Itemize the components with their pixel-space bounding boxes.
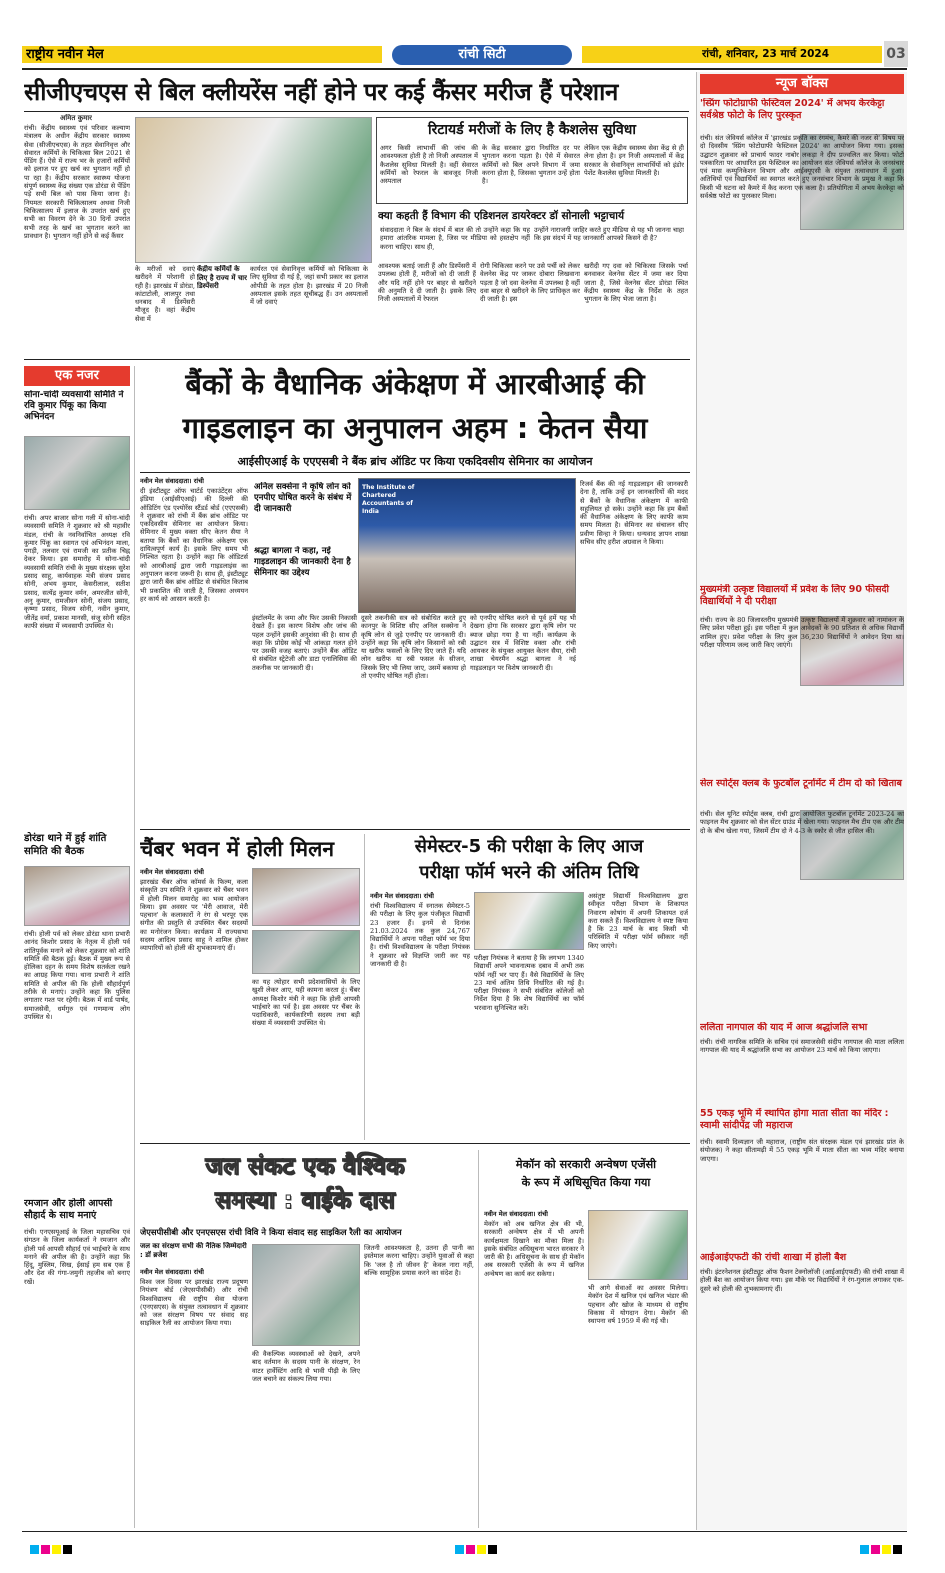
bank-col2: इंस्टॉलमेंट के जमा और फिर उसकी निकासी देखते हैं। इस कारण विशेष और जांच की पहल उन्होंने इसकी अनुशंसा की है। साथ ही कहा कि प्रोग्रेस कोई भी आंकड़ा गलत होने पर उसकी वजह बताएं। उन्होंने बैंक ऑडिट से संबंधित स्ट्रेटेजी और डाटा एनालिसिस की तकनीक पर जानकारी दी। [252,614,357,672]
bank-col3: दूसरे तकनीकी सत्र को संबोधित करते हुए कानपुर के विशिष्ट सीए अनिल सक्सेना ने कृषि लोन से जुड़े एनपीए पर जानकारी दी। उन्होंने कहा कि कृषि लोन किसानों को रबी या खरीफ फसलों के लिए दिए जाते हैं। यदि लोन खरीफ या रबी फसल के सीजन, जिसके लिए भी लिया जाए, उसमें बकाया हो तो एनपीए घोषित नहीं होता। [361,614,466,681]
paper-name: राष्ट्रीय नवीन मेल [26,47,104,62]
page-number: 03 [884,41,908,67]
cycle-rally-photo [252,1244,360,1346]
registration-marks-right [860,1545,902,1554]
iift-holi-text: रांची। इंटरनेशनल इंस्टीट्यूट ऑफ फैशन टेक्नोलॉजी (आईआईएफटी) की रांची शाखा में होली बैश का आयोजन किया गया। इस मौके पर विद्यार्थियों ने रंग-गुलाल लगाकर एक-दूसरे को होली की शुभकामनाएं दीं। [700,1268,904,1293]
cashless-col3: लेकिन एक केंद्रीय स्वास्थ्य सेवा केंद्र से ही लेना होता है। इन निजी अस्पतालों में केंद्र सरकार के सेवानिवृत्त लाभार्थियों को इंडोर पेशेंट कैशलेस सुविधा मिलती है। [584,144,684,177]
bank-bullet-1: अनिल सक्सेना ने कृषि लोन को एनपीए घोषित करने के संबंध में दी जानकारी [254,482,352,514]
mid-divider [364,834,365,1140]
sona-chandi-title: सोना-चांदी व्यवसायी समिति ने रवि कुमार पिंकू का किया अभिनंदन [24,390,124,422]
water-box-title: जल का संरक्षण सभी की नैतिक जिम्मेदारी : डॉ ब्रजेश [140,1242,247,1259]
cashless-col1: अगर किसी लाभार्थी की जांच की आवश्यकता होती है तो निजी अस्पताल में कैशलेस सुविधा मिलती है। वहीं सेवारत कर्मियों को रेफरल के बावजूद निजी अस्पताल [380,144,478,186]
doranda-photo [24,866,130,926]
mecon-text-1: मेकॉन को अब खनिज क्षेत्र की भी, सरकारी अन्वेषण क्षेत्र में भी अपनी कार्यक्षमता दिखाने का मौका मिला है। इसके संबंधित अधिसूचना भारत सरकार ने जारी की है। अधिसूचना के साथ ही मेकॉन अब सरकारी एजेंसी के रूप में खनिज अन्वेषण का कार्य कर सकेगा। [484,1220,584,1278]
water-mecon-divider [478,1150,479,1528]
water-text-1: विश्व जल दिवस पर झारखंड राज्य प्रदूषण नियंत्रण बोर्ड (जेएसपीसीबी) और रांची विश्वविद्यालय की राष्ट्रीय सेवा योजना (एनएसएस) के संयुक्त तत्वावधान में शुक्रवार को जल संरक्षण विषय पर संवाद सह साइकिल रैली का आयोजन किया गया। [140,1278,248,1328]
lead-bottom-rule [24,359,690,360]
water-text-3: जितनी आवश्यकता है, उतना ही पानी का इस्तेमाल करना चाहिए। उन्होंने युवाओं से कहा कि 'जल है तो जीवन है' केवल नारा नहीं, बल्कि सामूहिक प्रयास करने का संदेश है। [364,1244,474,1277]
holi-photo-1 [252,868,360,926]
sona-chandi-photo [24,436,130,510]
sona-chandi-text: रांची। अपर बाजार सोना गली में सोना-चांदी व्यवसायी समिति ने शुक्रवार को श्री महावीर मंडल, रांची के नवनिर्वाचित अध्यक्ष रवि कुमार पिंकू का स्वागत एवं अभिनंदन माला, पगड़ी, तलवार एवं रामजी का प्रतीक चिह्न देकर किया। इस समारोह में सोना-चांदी व्यवसायी समिति रांची के मुख्य संरक्षक सुरेश प्रसाद साहू, कार्यवाहक मंत्री संजय प्रसाद सोनी, अभय कुमार, केसरीलाल, सतीश प्रसाद, सत्येंद्र कुमार वर्मन, अमरजीत सोनी, अनु कुमार, रामजीवन सोनी, संजय प्रसाद, कृष्णा प्रसाद, विजय सोनी, नवीन कुमार, जीतेंद्र वर्मा, प्रकाश मानसी, संजू सोनी सहित काफी संख्या में व्यवसायी उपस्थित थे। [24,514,130,630]
semester-byline: नवीन मेल संवाददाता। रांची [370,892,434,900]
semester-text-2: परीक्षा नियंत्रक ने बताया है कि लगभग 1340 विद्यार्थी अपने भावनात्मक दबाव में अभी तक फॉर्म नहीं भर पाए हैं। वैसे विद्यार्थियों के लिए 23 मार्च अंतिम तिथि निर्धारित की गई है। परीक्षा नियंत्रक ने सभी संबंधित कॉलेजों को निर्देश दिया है कि शेष विद्यार्थियों का फॉर्म भरवाना सुनिश्चित करें। [474,954,584,1012]
mecon-text-2: भी आगे सेवाओं का अवसर मिलेगा। मेकॉन देश में खनिज एवं खनिज भंडार की पहचान और खोज के माध्यम से राष्ट्रीय विकास में योगदान देगा। मेकॉन की स्थापना वर्ष 1959 में की गई थी। [588,1284,688,1326]
bank-bottom-rule [140,829,690,830]
photo-festival-title: 'स्प्रिंग फोटोग्राफी फेस्टिवल 2024' में अभय केरकेट्टा सर्वश्रेष्ठ फोटो के लिए पुरस्कृत [700,98,885,121]
mecon-headline-1: मेकॉन को सरकारी अन्वेषण एजेंसी [515,1158,657,1171]
water-text-2: की वैकल्पिक व्यवस्थाओं को देखने, अपने बाद वर्तमान के सदस्य पानी के संरक्षण, रेन वाटर हार्वेस्टिंग आदि से भावी पीढ़ी के लिए जल बचाने का संकल्प लिया गया। [252,1350,360,1383]
bank-col5: रिजर्व बैंक की नई गाइडलाइन की जानकारी देना है, ताकि उन्हें इन जानकारियों की मदद से बैंकों के वैधानिक अंकेक्षण में काफी सहूलियत हो सके। उन्होंने कहा कि हम बैंकों की वैधानिक अंकेक्षण के लिए काफी काम समय मिलता है। सेमिनार का संचालन सीए प्रवीण सिन्हा ने किया। धन्यवाद ज्ञापन शाखा सचिव सीए हरीश अग्रवाल ने किया। [580,480,688,547]
lalita-text: रांची। रांची नागरिक समिति के सचिव एवं समाजसेवी संदीप नागपाल की माता ललिता नागपाल की याद में श्रद्धांजलि सभा का आयोजन 23 मार्च को किया जाएगा। [700,1038,904,1055]
mecon-photo [588,1210,688,1280]
doranda-text: रांची। होली पर्व को लेकर डोरंडा थाना प्रभारी आनंद किशोर प्रसाद के नेतृत्व में होली पर्व शांतिपूर्वक मनाने को लेकर शुक्रवार को शांति समिति की बैठक हुई। बैठक में मुख्य रूप से होलिका दहन के समय विशेष सतर्कता रखने का आग्रह किया गया। थाना प्रभारी ने शांति समिति से अपील की कि होली सौहार्दपूर्ण तरीके से मनाएं। उन्होंने कहा कि पुलिस लगातार गश्त पर रहेगी। बैठक में वार्ड पार्षद, समाजसेवी, धर्मगुरु एवं गणमान्य लोग उपस्थित थे। [24,930,130,1021]
quote-col2: उन्होंने नाराजगी जाहिर करते हुए मीडिया से यह भी जानना चाहा कि इस संदर्भ में यह जानकारी आपको किसने दी है? [534,226,684,243]
lead-headline: सीजीएचएस से बिल क्लीयरेंस नहीं होने पर कई कैंसर मरीज हैं परेशान [24,78,619,106]
lead-col-a: के मरीजों को दवाएं खरीदने में परेशानी हो रही है। झारखंड में डोरंडा, कांटाटोली, लालपुर तथा धनबाद में डिस्पेंसरी मौजूद है। वहां केंद्रीय सेवा में [135,265,195,323]
news-box-header: न्यूज बॉक्स [700,74,904,94]
dateline: रांची, शनिवार, 23 मार्च 2024 [702,48,830,60]
water-byline: नवीन मेल संवाददाता। रांची [140,1268,204,1276]
lead-col-b: कार्यरत एवं सेवानिवृत्त कर्मियों को चिकित्सा के लिए सुविधा दी गई है, जहां सभी प्रकार का इलाज ओपीडी के तहत होता है। झारखंड में 20 निजी अस्पताल इसके तहत सूचीबद्ध हैं। उन अस्पतालों में जो दवाएं [250,265,368,307]
semester-headline-2: परीक्षा फॉर्म भरने की अंतिम तिथि [419,862,639,883]
cashless-box-title: रिटायर्ड मरीजों के लिए है कैशलेस सुविधा [427,122,636,138]
ramzan-title: रमजान और होली आपसी सौहार्द के साथ मनाएं [24,1198,113,1221]
dispensary-caption: केंद्रीय कर्मियों के लिए है राज्य में चार डिस्पेंसरी [197,265,247,290]
holi-headline: चैंबर भवन में होली मिलन [140,837,334,861]
quote-col1: संवाददाता ने बिल के संदर्भ में बात की तो उन्होंने कहा कि यह हमारा आंतरिक मामला है, जिस पर मीडिया को हस्तक्षेप नहीं करना चाहिए। साथ ही, [380,226,530,251]
masthead-rule [22,68,907,70]
bank-subhead: आईसीएआई के एएएसबी ने बैंक ब्रांच ऑडिट पर किया एकदिवसीय सेमिनार का आयोजन [237,455,593,468]
sita-temple-text: रांची। स्वामी दिव्यज्ञान जी महाराज, (राष्ट्रीय संत संरक्षक मंडल एवं झारखंड प्रांत के संयोजक) ने कहा सीतामढ़ी में 55 एकड़ भूमि में माता सीता का भव्य मंदिर बनाया जाएगा। [700,1138,904,1163]
mecon-byline: नवीन मेल संवाददाता। रांची [484,1210,548,1218]
cm-school-title: मुख्यमंत्री उत्कृष्ट विद्यालयों में प्रवेश के लिए 90 फीसदी विद्यार्थियों ने दी परीक्षा [700,584,890,607]
quote-title: क्या कहती हैं विभाग की एडिशनल डायरेक्टर डॉ सोनाली भट्टाचार्य [378,210,625,222]
lead-bottom-col2: रोगी चिकित्सा करने पर उसे पर्ची को लेकर वेलनेस केंद्र पर जाकर दोबारा लिखवाना पड़ता है जो दवा वेलनेस में उपलब्ध है वहीं दवा बाहर से खरीदने के लिए प्राधिकृत कर दी जाती है। इस [480,262,580,304]
bank-headline-2: गाइडलाइन का अनुपालन अहम : केतन सैया [182,411,648,445]
cm-school-text: रांची। राज्य के 80 जिलास्तरीय मुख्यमंत्री उत्कृष्ट विद्यालयों में शुक्रवार को नामांकन के लिए प्रवेश परीक्षा हुई। इस परीक्षा में कुल आवेदकों के 90 प्रतिशत से अधिक विद्यार्थी शामिल हुए। प्रवेश परीक्षा के लिए कुल 36,230 विद्यार्थियों ने आवेदन दिया था। परीक्षा परिणाम जल्द जारी किए जाएंगे। [700,616,904,649]
bank-byline: नवीन मेल संवाददाता। रांची [140,477,204,485]
iift-holi-title: आईआईएफटी की रांची शाखा में होली बैश [700,1252,847,1263]
water-headline-2: समस्या : वाईके दास [215,1186,395,1214]
lalita-title: ललिता नागपाल की याद में आज श्रद्धांजलि सभा [700,1022,868,1033]
lead-rule [24,111,689,112]
holi-byline: नवीन मेल संवाददाता। रांची [140,868,204,876]
water-headline-1: जल संकट एक वैश्विक [205,1152,405,1180]
lead-bottom-col3: खरीदी गए दवा को चिकित्सा जिसके पर्चा बनवाकर वेलनेस सेंटर में जमा कर दिया जाता है, जिसे वेलनेस सेंटर डोरंडा स्थित केंद्रीय स्वास्थ्य केंद्र के निर्देश के तहत भुगतान के लिए भेजा जाता है। [584,262,688,304]
semester-text-3: असंतुष्ट विद्यार्थी विश्वविद्यालय द्वारा स्वीकृत परीक्षा विभाग के शिकायत निवारण कोषांग में अपनी शिकायत दर्ज करा सकते हैं। विश्वविद्यालय ने स्पष्ट किया है कि 23 मार्च के बाद किसी भी परिस्थिति में परीक्षा फॉर्म स्वीकार नहीं किए जाएंगे। [588,892,688,950]
masthead [22,41,907,67]
mecon-headline-2: के रूप में अधिसूचित किया गया [521,1176,651,1189]
bank-col4: को एनपीए घोषित करने से पूर्व हमें यह भी देखना होगा कि सरकार द्वारा कृषि लोन पर ब्याज छोड़ा गया है या नहीं। कार्यक्रम के उद्घाटन सत्र में विशिष्ट वक्ता और रांची आयकर के संयुक्त आयुक्त केतन सैया, रांची शाखा चेयरमैन श्रद्धा बागला ने नई गाइडलाइन पर विशेष जानकारी दी। [470,614,576,672]
water-subhead: जेएसपीसीबी और एनएसएस रांची विवि ने किया संवाद सह साइकिल रैली का आयोजन [140,1227,402,1237]
dispensary-photo [135,117,372,263]
footer-rule [22,1531,907,1532]
lead-col1: रांची। केंद्रीय स्वास्थ्य एवं परिवार कल्याण मंत्रालय के अधीन केंद्रीय सरकार स्वास्थ्य सेवा (सीजीएचएस) के तहत सेवानिवृत्त और सेवारत कर्मियों के चिकित्सा बिल 2021 से पेंडिंग हैं। ऐसे में राज्य भर के हजारों कर्मियों को इलाज पर हुए खर्च का भुगतान नहीं हो पा रहा है। केंद्रीय सरकार स्वास्थ्य योजना संपूर्ण स्वास्थ्य केंद्र संख्या एक डोरंडा से पेंडिंग पड़े सभी बिल को पास किया जाना है। नियमतः सरकारी चिकित्सालय अथवा निजी चिकित्सालय में इलाज के उपरांत खर्च हुए सभी का विवरण देने के 30 दिनों उपरांत सभी तरह के खर्च का भुगतान करने का प्रावधान है। भुगतान नहीं होने से कई कैंसर [24,124,130,240]
sita-temple-title: 55 एकड़ भूमि में स्थापित होगा माता सीता का मंदिर : स्वामी सांदीपेंद्र जी महाराज [700,1108,889,1131]
holi-photo-2 [252,930,360,974]
section-name: रांची सिटी [458,47,506,62]
bank-subhead-rule [140,472,690,473]
bank-col1: दी इंस्टीट्यूट ऑफ चार्टर्ड एकाउंटेंट्स ऑफ इंडिया (आईसीएआई) की दिल्ली की ऑडिटिंग एंड एश्योरेंस स्टैंडर्ड बोर्ड (एएएसबी) ने शुक्रवार को रांची में बैंक ब्रांच ऑडिट पर एकदिवसीय सेमिनार का आयोजन किया। सेमिनार में मुख्य वक्ता सीए केतन सैया ने बताया कि बैंकों का वैधानिक अंकेक्षण एक दायित्वपूर्ण कार्य है। इसके लिए समय भी निश्चित रहता है। उन्होंने कहा कि ऑडिटर्स को आरबीआई द्वारा जारी गाइडलाइंस का अनुपालन करना जरूरी है। साथ ही, इंस्टीट्यूट द्वारा जारी बैंक ब्रांच ऑडिट से संबंधित किताब भी प्रकाशित की जाती है, जिसका अध्ययन हर कार्य को आसान करती है। [140,487,248,603]
semester-text-1: रांची विश्वविद्यालय में स्नातक सेमेस्टर-5 की परीक्षा के लिए कुल पंजीकृत विद्यार्थी 23 हजार हैं। इनमें से दिनांक 21.03.2024 तक कुल 24,767 विद्यार्थियों ने अपना परीक्षा फॉर्म भर दिया है। रांची विश्वविद्यालय के परीक्षा नियंत्रक ने शुक्रवार को विज्ञप्ति जारी कर यह जानकारी दी है। [370,902,470,969]
bank-bullet-2: श्रद्धा बागला ने कहा, नई गाइडलाइन की जानकारी देना है सेमिनार का उद्देश्य [254,546,351,578]
semester-headline-1: सेमेस्टर-5 की परीक्षा के लिए आज [414,836,644,857]
ramzan-text: रांची। एनएसयूआई के जिला महासचिव एवं संगठन के जिला कार्यकर्ता ने रमजान और होली पर्व आपसी सौहार्द एवं भाईचारे के साथ मनाने की अपील की है। उन्होंने कहा कि हिंदू, मुस्लिम, सिख, ईसाई हम सब एक हैं और देश की गंगा-जमुनी तहजीब को बनाए रखें। [24,1228,130,1286]
lead-byline: अमित कुमार [60,114,93,122]
sail-football-text: रांची। सेल यूनिट स्पोर्ट्स क्लब, रांची द्वारा आयोजित फुटबॉल टूर्नामेंट 2023-24 का फाइनल मैच शुक्रवार को सेल सेंटर ग्राउंड में खेला गया। फाइनल मैच टीम एक और टीम दो के बीच खेला गया, जिसमें टीम दो ने 4-3 के स्कोर से जीत हासिल की। [700,810,904,835]
registration-marks-left [30,1545,72,1554]
university-photo [474,892,584,950]
lead-bottom-col1: आवश्यक बताई जाती हैं और डिस्पेंसरी में उपलब्ध होती हैं, मरीजों को दी जाती हैं और यदि नहीं होने पर बाहर से खरीदने की अनुमति दे दी जाती है। इसके लिए निजी अस्पतालों में रेफरल [378,262,476,304]
holi-bottom-rule [140,1143,690,1144]
sail-football-title: सेल स्पोर्ट्स क्लब के फुटबॉल टूर्नामेंट में टीम दो को खिताब [700,778,902,789]
left-col-divider [134,366,135,1528]
bank-headline-1: बैंकों के वैधानिक अंकेक्षण में आरबीआई की [185,367,645,401]
doranda-title: डोरंडा थाने में हुई शांति समिति की बैठक [24,833,107,857]
holi-text-1: झारखंड चैंबर ऑफ कॉमर्स के फिल्म, कला संस्कृति उप समिति ने शुक्रवार को चैंबर भवन में होली मिलन समारोह का भव्य आयोजन किया। इस अवसर पर 'मेरी आवाज, मेरी पहचान' के कलाकारों ने रंग से भरपूर एक संगीत की प्रस्तुति से उपस्थित चैंबर सदस्यों का मनोरंजन किया। कार्यक्रम में राज्यसभा सदस्य आदित्य प्रसाद साहू ने शामिल होकर व्यापारियों को होली की शुभकामनाएं दीं। [140,878,248,953]
registration-marks-center [455,1545,497,1554]
ek-nazar-header: एक नजर [24,366,130,386]
photo-festival-text: रांची। संत जेवियर्स कॉलेज में 'झारखंड प्रकृति का रंगमंच, कैमरे की नजर से' विषय पर दो दिवसीय 'स्प्रिंग फोटोग्राफी फेस्टिवल 2024' का आयोजन किया गया। इसका उद्घाटन शुक्रवार को प्राचार्य फादर नाबोर लकड़ा ने दीप प्रज्वलित कर किया। फोटो पत्रकारिता पर आधारित इस फेस्टिवल का आयोजन संत जेवियर्स कॉलेज के जनसंचार एवं मास कम्युनिकेशन विभाग और आईक्यूएसी के संयुक्त तत्वावधान में हुआ। अतिथियों एवं विद्यार्थियों का स्वागत करते हुए जनसंचार विभाग के प्रमुख ने कहा कि किसी भी घटना को कैमरे में कैद करना एक कला है। प्रतियोगिता में अभय केरकेट्टा को सर्वश्रेष्ठ फोटो का पुरस्कार मिला। [700,134,904,201]
holi-text-2: का यह त्योहार सभी प्रदेशवासियों के लिए खुशी लेकर आए, यही कामना करता हूं। चैंबर अध्यक्ष किशोर मंत्री ने कहा कि होली आपसी भाईचारे का पर्व है। इस अवसर पर चैंबर के पदाधिकारी, कार्यकारिणी सदस्य तथा बड़ी संख्या में व्यवसायी उपस्थित थे। [252,978,360,1028]
cashless-col2: के केंद्र सरकार द्वारा निर्धारित दर पर भुगतान करना पड़ता है। ऐसे में सेवारत कर्मियों को बिल अपने विभाग में जमा करना होता है, जिसका भुगतान उन्हें होता है। [482,144,580,186]
seminar-photo-banner: The Institute of Chartered Accountants of India [362,484,415,515]
